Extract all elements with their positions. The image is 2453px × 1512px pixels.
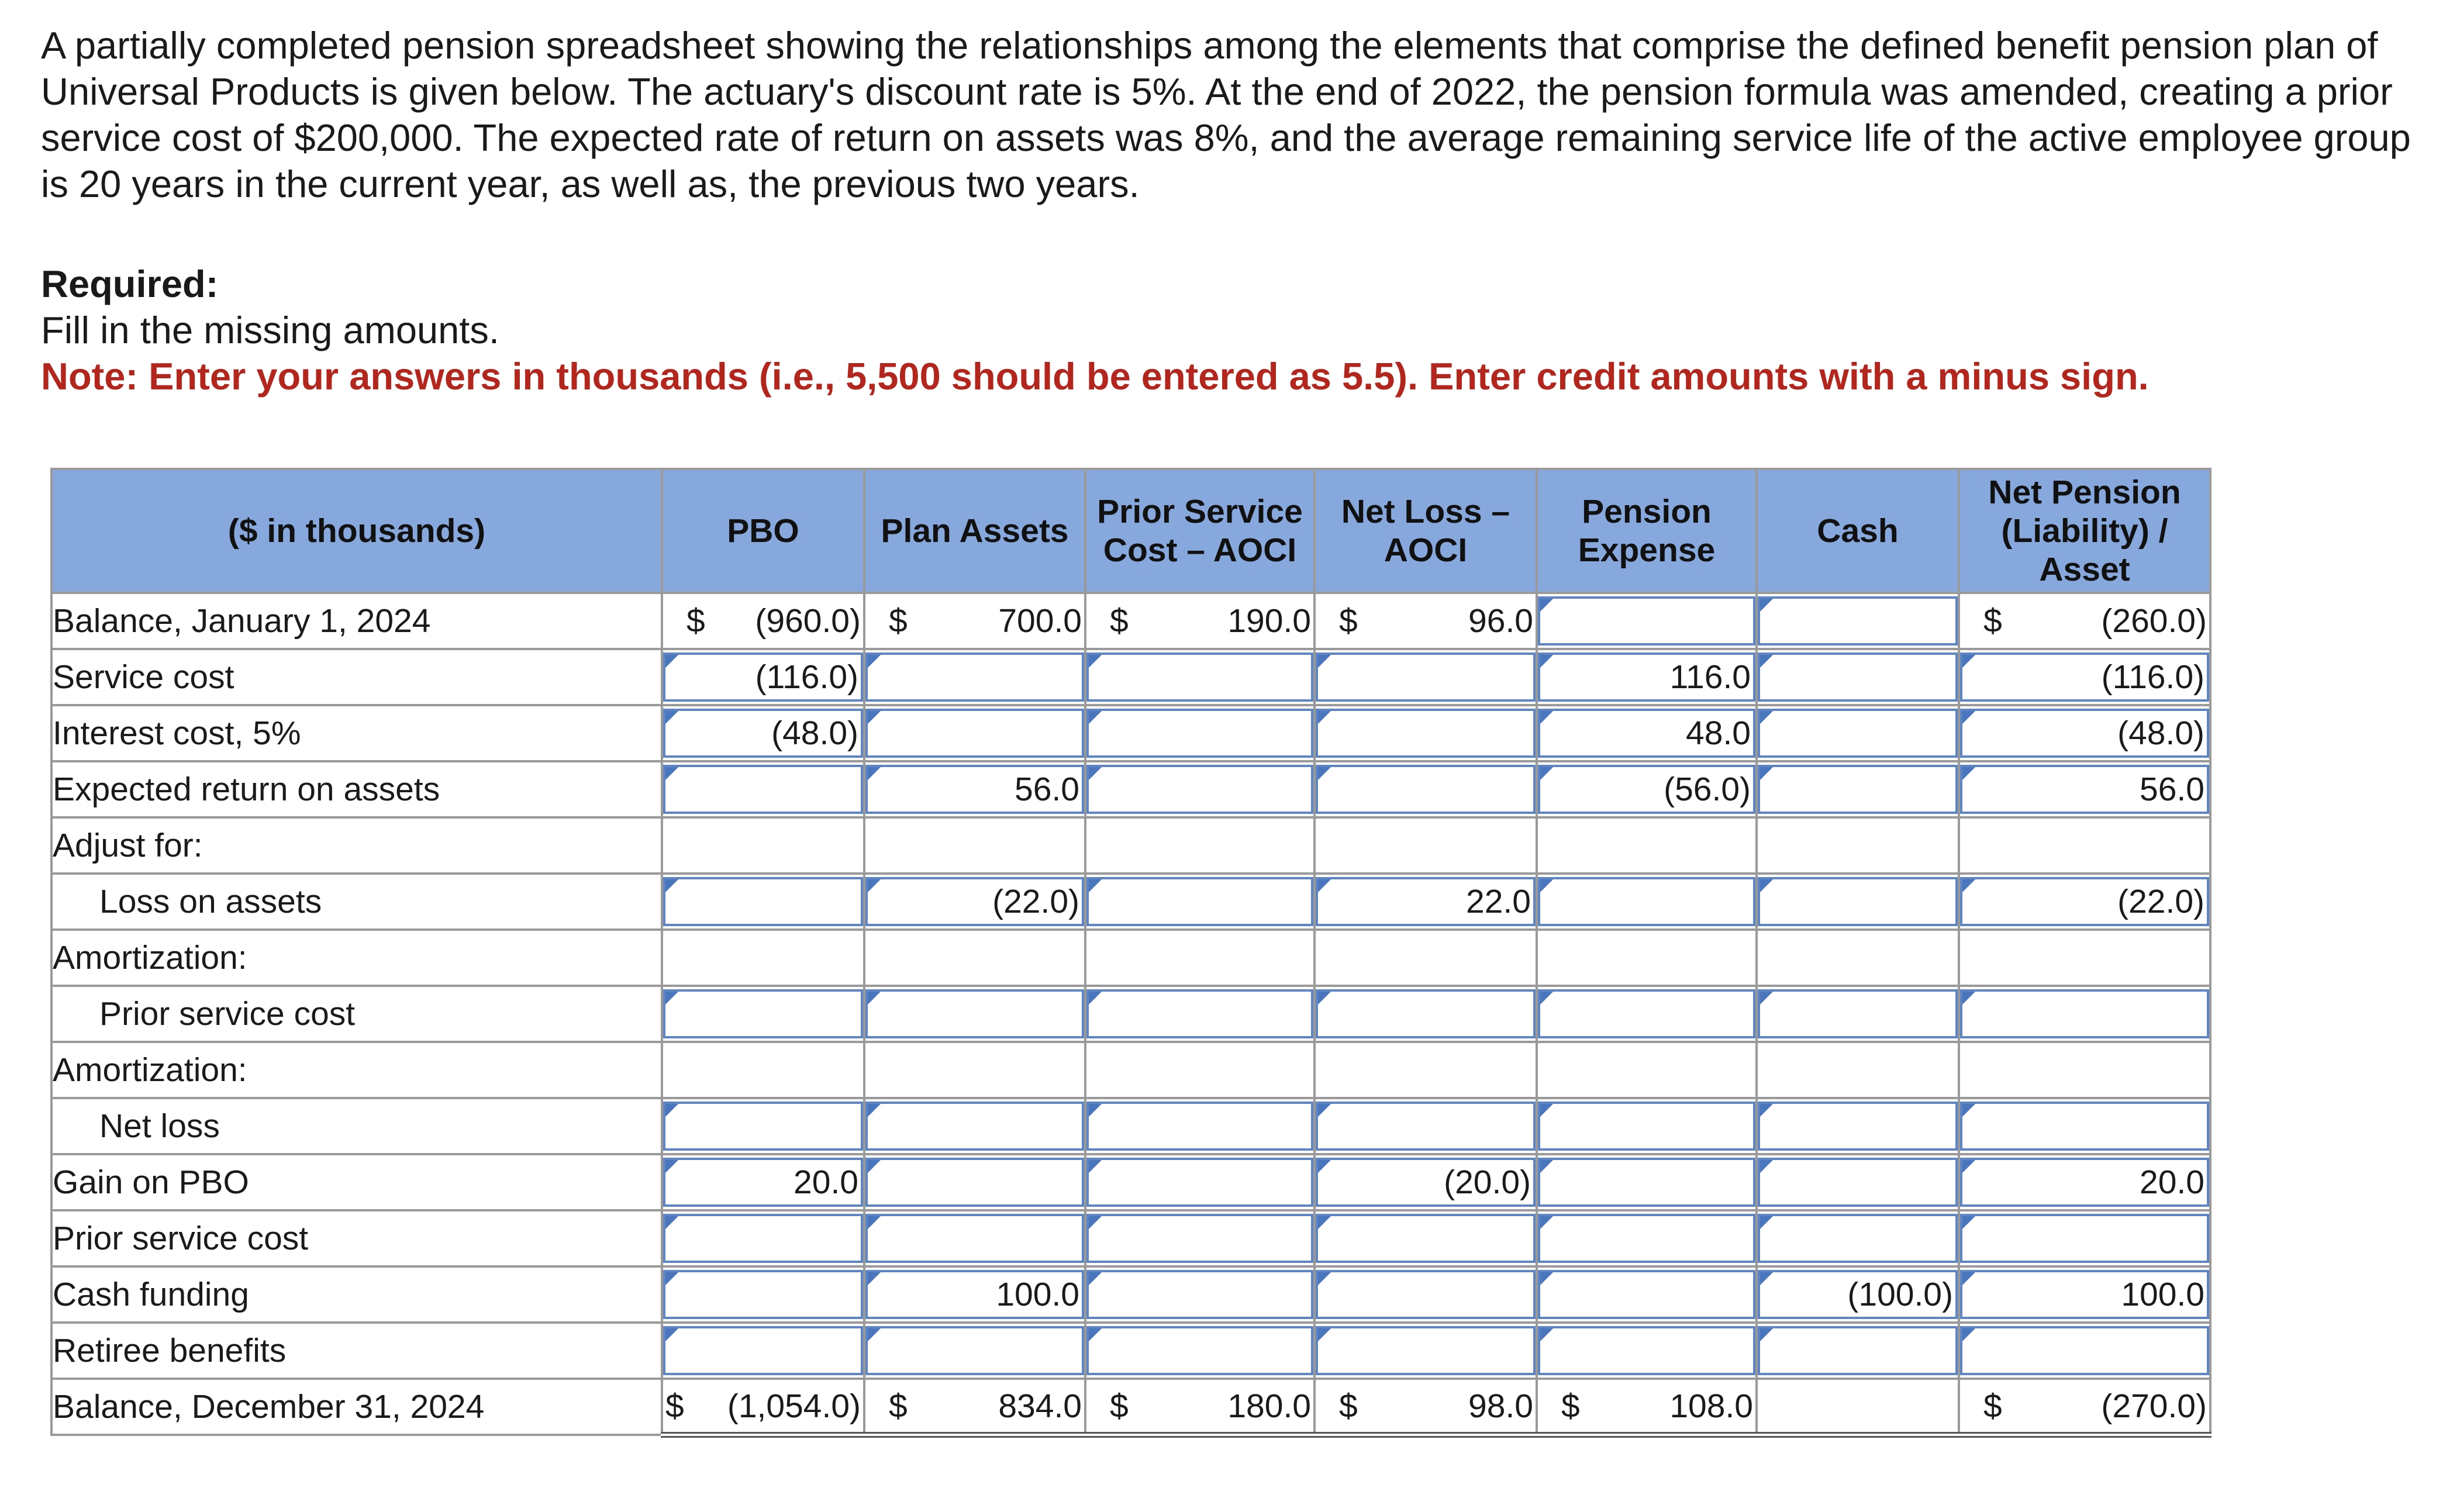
cell-net-pension bbox=[1959, 761, 2210, 817]
cell-pbo bbox=[662, 1266, 864, 1323]
row-label: Retiree benefits bbox=[51, 1323, 662, 1379]
cell-empty bbox=[1315, 1042, 1537, 1098]
row-prior-service-cost bbox=[51, 1210, 2210, 1266]
cell-net-pension bbox=[1959, 1098, 2210, 1154]
net-pension-value: (48.0) bbox=[2117, 714, 2204, 752]
pension-expense-input[interactable] bbox=[1538, 877, 1755, 926]
currency-symbol: $ bbox=[1339, 602, 1358, 640]
psc-input[interactable] bbox=[1086, 1270, 1313, 1319]
cell-net-pension bbox=[1959, 1210, 2210, 1266]
row-net-loss-amortization bbox=[51, 1098, 2210, 1154]
cell-cash bbox=[1757, 986, 1959, 1042]
pension-expense-input[interactable] bbox=[1538, 1214, 1755, 1263]
net-pension-input[interactable] bbox=[1960, 1326, 2209, 1375]
cash-input[interactable] bbox=[1758, 765, 1958, 814]
row-label: Loss on assets bbox=[51, 874, 662, 930]
pension-expense-input[interactable] bbox=[1538, 596, 1755, 645]
pbo-value: (1,054.0) bbox=[727, 1387, 861, 1425]
net-loss-input[interactable] bbox=[1316, 653, 1536, 702]
plan-assets-input[interactable] bbox=[865, 1270, 1084, 1319]
header-pbo: PBO bbox=[662, 469, 864, 593]
row-service-cost bbox=[51, 649, 2210, 705]
net-loss-input[interactable] bbox=[1316, 709, 1536, 758]
cell-empty bbox=[1537, 817, 1757, 874]
net-loss-value: 22.0 bbox=[1466, 883, 1531, 920]
row-loss-on-assets bbox=[51, 874, 2210, 930]
pbo-input[interactable] bbox=[663, 765, 863, 814]
header-prior-service-cost: Prior Service Cost – AOCI bbox=[1085, 469, 1315, 593]
cell-pbo bbox=[662, 761, 864, 817]
psc-input[interactable] bbox=[1086, 1102, 1313, 1151]
cell-pension-expense bbox=[1537, 761, 1757, 817]
cell-empty bbox=[662, 1042, 864, 1098]
pbo-value: (960.0) bbox=[755, 602, 861, 640]
pbo-input[interactable] bbox=[663, 1214, 863, 1263]
plan-assets-value: 700.0 bbox=[998, 602, 1082, 640]
cell-plan-assets bbox=[864, 1379, 1085, 1435]
pension-expense-input[interactable] bbox=[1538, 1102, 1755, 1151]
row-label: Prior service cost bbox=[51, 1210, 662, 1266]
pbo-input[interactable] bbox=[663, 653, 863, 702]
currency-symbol: $ bbox=[686, 602, 705, 640]
pbo-input[interactable] bbox=[663, 877, 863, 926]
cell-empty bbox=[864, 1042, 1085, 1098]
row-label: Balance, January 1, 2024 bbox=[51, 593, 662, 649]
cell-pbo bbox=[662, 593, 864, 649]
net-pension-value: (22.0) bbox=[2117, 883, 2204, 920]
row-label: Amortization: bbox=[51, 930, 662, 986]
cell-pbo bbox=[662, 1323, 864, 1379]
problem-intro: A partially completed pension spreadsheet showing the relationships among the elements that comprise the defined benefit pension plan of Universal Products is given below. The actuary's discount rate is 5%. At the end of 2022, the pension formula was amended, creating a prior service cost of $200,000. The expected rate of return on assets was 8%, and the average remaining service life of the active employee group is 20 years in the current year, as well as, the previous two years. bbox=[41, 24, 2411, 205]
plan-assets-input[interactable] bbox=[865, 1158, 1084, 1207]
cell-net-loss bbox=[1315, 705, 1537, 761]
net-pension-value: 100.0 bbox=[2121, 1276, 2204, 1313]
plan-assets-input[interactable] bbox=[865, 1102, 1084, 1151]
row-label: Expected return on assets bbox=[51, 761, 662, 817]
row-amortization-heading bbox=[51, 1042, 2210, 1098]
cell-net-pension bbox=[1959, 986, 2210, 1042]
cash-input[interactable] bbox=[1758, 709, 1958, 758]
pension-expense-input[interactable] bbox=[1538, 1270, 1755, 1319]
pension-expense-value: 116.0 bbox=[1669, 658, 1751, 696]
cell-cash bbox=[1757, 649, 1959, 705]
net-loss-input[interactable] bbox=[1316, 1214, 1536, 1263]
plan-assets-input[interactable] bbox=[865, 877, 1084, 926]
cell-empty bbox=[1959, 817, 2210, 874]
cell-prior-service-cost bbox=[1085, 593, 1315, 649]
cell-empty bbox=[1959, 930, 2210, 986]
plan-assets-input[interactable] bbox=[865, 653, 1084, 702]
pbo-value: (48.0) bbox=[771, 714, 858, 752]
cell-prior-service-cost bbox=[1085, 1323, 1315, 1379]
pbo-input[interactable] bbox=[663, 1158, 863, 1207]
currency-symbol: $ bbox=[1983, 1387, 2002, 1425]
cell-pension-expense bbox=[1537, 705, 1757, 761]
currency-symbol: $ bbox=[889, 602, 908, 640]
cell-pension-expense bbox=[1537, 649, 1757, 705]
cell-cash bbox=[1757, 1266, 1959, 1323]
cell-empty bbox=[1757, 930, 1959, 986]
net-loss-value: 96.0 bbox=[1468, 602, 1533, 640]
cell-plan-assets bbox=[864, 761, 1085, 817]
cash-value: (100.0) bbox=[1847, 1276, 1953, 1313]
cell-net-pension bbox=[1959, 649, 2210, 705]
cell-pension-expense bbox=[1537, 593, 1757, 649]
required-label: Required: bbox=[41, 263, 219, 305]
cell-pension-expense bbox=[1537, 1266, 1757, 1323]
instruction-text: Fill in the missing amounts. bbox=[41, 309, 499, 351]
pbo-value: 20.0 bbox=[793, 1164, 858, 1201]
pension-expense-input[interactable] bbox=[1538, 709, 1755, 758]
note-text: Note: Enter your answers in thousands (i.e., 5,500 should be entered as 5.5). Enter credit amounts with a minus sign. bbox=[41, 355, 2149, 398]
cell-empty bbox=[1959, 1042, 2210, 1098]
cell-pension-expense bbox=[1537, 1210, 1757, 1266]
cell-prior-service-cost bbox=[1085, 1098, 1315, 1154]
net-loss-input[interactable] bbox=[1316, 989, 1536, 1038]
pension-expense-input[interactable] bbox=[1538, 653, 1755, 702]
cell-prior-service-cost bbox=[1085, 1210, 1315, 1266]
cell-net-pension bbox=[1959, 593, 2210, 649]
net-pension-input[interactable] bbox=[1960, 765, 2209, 814]
plan-assets-input[interactable] bbox=[865, 709, 1084, 758]
cell-empty bbox=[1085, 1042, 1315, 1098]
cell-empty bbox=[1315, 930, 1537, 986]
cell-plan-assets bbox=[864, 1323, 1085, 1379]
net-pension-value: (116.0) bbox=[2101, 658, 2204, 696]
row-label: Gain on PBO bbox=[51, 1154, 662, 1210]
cash-input[interactable] bbox=[1758, 877, 1958, 926]
row-retiree-benefits bbox=[51, 1323, 2210, 1379]
header-cash: Cash bbox=[1757, 469, 1959, 593]
cell-plan-assets bbox=[864, 1098, 1085, 1154]
plan-assets-input[interactable] bbox=[865, 1214, 1084, 1263]
currency-symbol: $ bbox=[1561, 1387, 1580, 1425]
cell-empty bbox=[1085, 930, 1315, 986]
cell-prior-service-cost bbox=[1085, 649, 1315, 705]
currency-symbol: $ bbox=[889, 1387, 908, 1425]
cell-pbo bbox=[662, 705, 864, 761]
cell-prior-service-cost bbox=[1085, 1154, 1315, 1210]
pension-expense-value: 48.0 bbox=[1686, 714, 1751, 752]
cell-net-loss bbox=[1315, 1379, 1537, 1435]
currency-symbol: $ bbox=[1983, 602, 2002, 640]
cell-pbo bbox=[662, 1379, 864, 1435]
cell-plan-assets bbox=[864, 1266, 1085, 1323]
net-loss-input[interactable] bbox=[1316, 1158, 1536, 1207]
cell-pbo bbox=[662, 1210, 864, 1266]
cell-empty bbox=[662, 930, 864, 986]
net-loss-input[interactable] bbox=[1316, 765, 1536, 814]
plan-assets-value: 100.0 bbox=[996, 1276, 1079, 1313]
cell-net-loss bbox=[1315, 1098, 1537, 1154]
net-pension-input[interactable] bbox=[1960, 709, 2209, 758]
cell-empty bbox=[1315, 817, 1537, 874]
currency-symbol: $ bbox=[1339, 1387, 1358, 1425]
cell-pension-expense bbox=[1537, 1323, 1757, 1379]
cell-empty bbox=[864, 817, 1085, 874]
pension-expense-value: 108.0 bbox=[1669, 1387, 1753, 1425]
cell-empty bbox=[864, 930, 1085, 986]
psc-input[interactable] bbox=[1086, 709, 1313, 758]
cell-pension-expense bbox=[1537, 1154, 1757, 1210]
cash-input[interactable] bbox=[1758, 1326, 1958, 1375]
plan-assets-input[interactable] bbox=[865, 989, 1084, 1038]
cell-plan-assets bbox=[864, 705, 1085, 761]
psc-input[interactable] bbox=[1086, 1214, 1313, 1263]
header-label: ($ in thousands) bbox=[51, 469, 662, 593]
row-cash-funding bbox=[51, 1266, 2210, 1323]
row-label: Adjust for: bbox=[51, 817, 662, 874]
row-gain-on-pbo bbox=[51, 1154, 2210, 1210]
row-expected-return bbox=[51, 761, 2210, 817]
cell-plan-assets bbox=[864, 986, 1085, 1042]
cell-pbo bbox=[662, 649, 864, 705]
header-net-loss: Net Loss – AOCI bbox=[1315, 469, 1537, 593]
cell-prior-service-cost bbox=[1085, 986, 1315, 1042]
cash-input[interactable] bbox=[1758, 1158, 1958, 1207]
cell-pbo bbox=[662, 986, 864, 1042]
pbo-input[interactable] bbox=[663, 709, 863, 758]
cash-input[interactable] bbox=[1758, 596, 1958, 645]
net-pension-input[interactable] bbox=[1960, 1270, 2209, 1319]
row-label: Cash funding bbox=[51, 1266, 662, 1323]
currency-symbol: $ bbox=[1110, 1387, 1129, 1425]
pbo-input[interactable] bbox=[663, 989, 863, 1038]
row-balance-dec bbox=[51, 1379, 2210, 1435]
net-loss-input[interactable] bbox=[1316, 1326, 1536, 1375]
row-label: Balance, December 31, 2024 bbox=[51, 1379, 662, 1435]
cell-net-pension bbox=[1959, 1266, 2210, 1323]
cell-prior-service-cost bbox=[1085, 761, 1315, 817]
pbo-input[interactable] bbox=[663, 1326, 863, 1375]
net-loss-value: 98.0 bbox=[1468, 1387, 1533, 1425]
cell-net-pension bbox=[1959, 705, 2210, 761]
net-loss-input[interactable] bbox=[1316, 1102, 1536, 1151]
plan-assets-input[interactable] bbox=[865, 765, 1084, 814]
header-net-pension: Net Pension (Liability) / Asset bbox=[1959, 469, 2210, 593]
cell-net-pension bbox=[1959, 1154, 2210, 1210]
psc-input[interactable] bbox=[1086, 877, 1313, 926]
net-pension-input[interactable] bbox=[1960, 877, 2209, 926]
cell-cash bbox=[1757, 1154, 1959, 1210]
cell-pbo bbox=[662, 874, 864, 930]
header-row bbox=[51, 469, 2210, 593]
net-pension-value: 56.0 bbox=[2140, 771, 2204, 808]
cell-net-pension bbox=[1959, 874, 2210, 930]
psc-input[interactable] bbox=[1086, 1158, 1313, 1207]
cell-net-pension bbox=[1959, 1379, 2210, 1435]
cell-cash bbox=[1757, 705, 1959, 761]
cash-input[interactable] bbox=[1758, 1270, 1958, 1319]
pbo-input[interactable] bbox=[663, 1270, 863, 1319]
net-pension-value: 20.0 bbox=[2140, 1164, 2204, 1201]
row-prior-service-cost-amortization bbox=[51, 986, 2210, 1042]
cell-plan-assets bbox=[864, 649, 1085, 705]
cell-net-pension bbox=[1959, 1323, 2210, 1379]
net-pension-value: (260.0) bbox=[2101, 602, 2207, 640]
cell-pbo bbox=[662, 1154, 864, 1210]
net-pension-input[interactable] bbox=[1960, 989, 2209, 1038]
cell-empty bbox=[662, 817, 864, 874]
cell-empty bbox=[1757, 817, 1959, 874]
pbo-value: (116.0) bbox=[755, 658, 858, 696]
cell-net-loss bbox=[1315, 1210, 1537, 1266]
cell-net-loss bbox=[1315, 874, 1537, 930]
cash-input[interactable] bbox=[1758, 989, 1958, 1038]
header-pension-expense: Pension Expense bbox=[1537, 469, 1757, 593]
net-pension-input[interactable] bbox=[1960, 1102, 2209, 1151]
row-label: Prior service cost bbox=[51, 986, 662, 1042]
plan-assets-value: (22.0) bbox=[992, 883, 1079, 920]
psc-value: 180.0 bbox=[1227, 1387, 1311, 1425]
net-pension-input[interactable] bbox=[1960, 1214, 2209, 1263]
cell-cash bbox=[1757, 874, 1959, 930]
psc-value: 190.0 bbox=[1227, 602, 1311, 640]
pension-expense-value: (56.0) bbox=[1664, 771, 1751, 808]
cell-pension-expense bbox=[1537, 1379, 1757, 1435]
cell-net-loss bbox=[1315, 593, 1537, 649]
cell-empty bbox=[1537, 930, 1757, 986]
psc-input[interactable] bbox=[1086, 1326, 1313, 1375]
cell-prior-service-cost bbox=[1085, 705, 1315, 761]
pension-spreadsheet bbox=[50, 468, 2212, 1438]
net-loss-value: (20.0) bbox=[1444, 1164, 1531, 1201]
cell-prior-service-cost bbox=[1085, 1379, 1315, 1435]
currency-symbol: $ bbox=[1110, 602, 1129, 640]
cell-plan-assets bbox=[864, 593, 1085, 649]
plan-assets-value: 56.0 bbox=[1015, 771, 1079, 808]
cell-empty bbox=[1757, 1042, 1959, 1098]
cell-net-loss bbox=[1315, 761, 1537, 817]
pension-expense-input[interactable] bbox=[1538, 765, 1755, 814]
required-block bbox=[41, 261, 2149, 399]
net-pension-input[interactable] bbox=[1960, 1158, 2209, 1207]
pension-expense-input[interactable] bbox=[1538, 1158, 1755, 1207]
cell-net-loss bbox=[1315, 649, 1537, 705]
net-loss-input[interactable] bbox=[1316, 877, 1536, 926]
cell-pension-expense bbox=[1537, 874, 1757, 930]
cell-cash bbox=[1757, 1379, 1959, 1435]
row-label: Service cost bbox=[51, 649, 662, 705]
header-plan-assets: Plan Assets bbox=[864, 469, 1085, 593]
plan-assets-value: 834.0 bbox=[998, 1387, 1082, 1425]
row-interest-cost bbox=[51, 705, 2210, 761]
pbo-input[interactable] bbox=[663, 1102, 863, 1151]
cell-prior-service-cost bbox=[1085, 874, 1315, 930]
plan-assets-input[interactable] bbox=[865, 1326, 1084, 1375]
net-pension-input[interactable] bbox=[1960, 653, 2209, 702]
cell-plan-assets bbox=[864, 1210, 1085, 1266]
cell-empty bbox=[1537, 1042, 1757, 1098]
net-loss-input[interactable] bbox=[1316, 1270, 1536, 1319]
cell-prior-service-cost bbox=[1085, 1266, 1315, 1323]
pension-expense-input[interactable] bbox=[1538, 1326, 1755, 1375]
cell-cash bbox=[1757, 761, 1959, 817]
psc-input[interactable] bbox=[1086, 989, 1313, 1038]
row-amortization-heading bbox=[51, 930, 2210, 986]
pension-expense-input[interactable] bbox=[1538, 989, 1755, 1038]
cell-plan-assets bbox=[864, 874, 1085, 930]
cell-empty bbox=[1085, 817, 1315, 874]
row-adjust-for bbox=[51, 817, 2210, 874]
cell-pbo bbox=[662, 1098, 864, 1154]
cash-input[interactable] bbox=[1758, 1214, 1958, 1263]
cell-plan-assets bbox=[864, 1154, 1085, 1210]
cell-net-loss bbox=[1315, 1154, 1537, 1210]
cell-net-loss bbox=[1315, 986, 1537, 1042]
cell-net-loss bbox=[1315, 1266, 1537, 1323]
cell-cash bbox=[1757, 1210, 1959, 1266]
cell-cash bbox=[1757, 1323, 1959, 1379]
currency-symbol: $ bbox=[665, 1387, 684, 1425]
cell-pension-expense bbox=[1537, 1098, 1757, 1154]
row-label: Amortization: bbox=[51, 1042, 662, 1098]
row-balance-jan bbox=[51, 593, 2210, 649]
cash-input[interactable] bbox=[1758, 1102, 1958, 1151]
cell-pension-expense bbox=[1537, 986, 1757, 1042]
cash-input[interactable] bbox=[1758, 653, 1958, 702]
net-pension-value: (270.0) bbox=[2101, 1387, 2207, 1425]
cell-cash bbox=[1757, 1098, 1959, 1154]
cell-net-loss bbox=[1315, 1323, 1537, 1379]
cell-cash bbox=[1757, 593, 1959, 649]
psc-input[interactable] bbox=[1086, 653, 1313, 702]
row-label: Net loss bbox=[51, 1098, 662, 1154]
row-label: Interest cost, 5% bbox=[51, 705, 662, 761]
psc-input[interactable] bbox=[1086, 765, 1313, 814]
